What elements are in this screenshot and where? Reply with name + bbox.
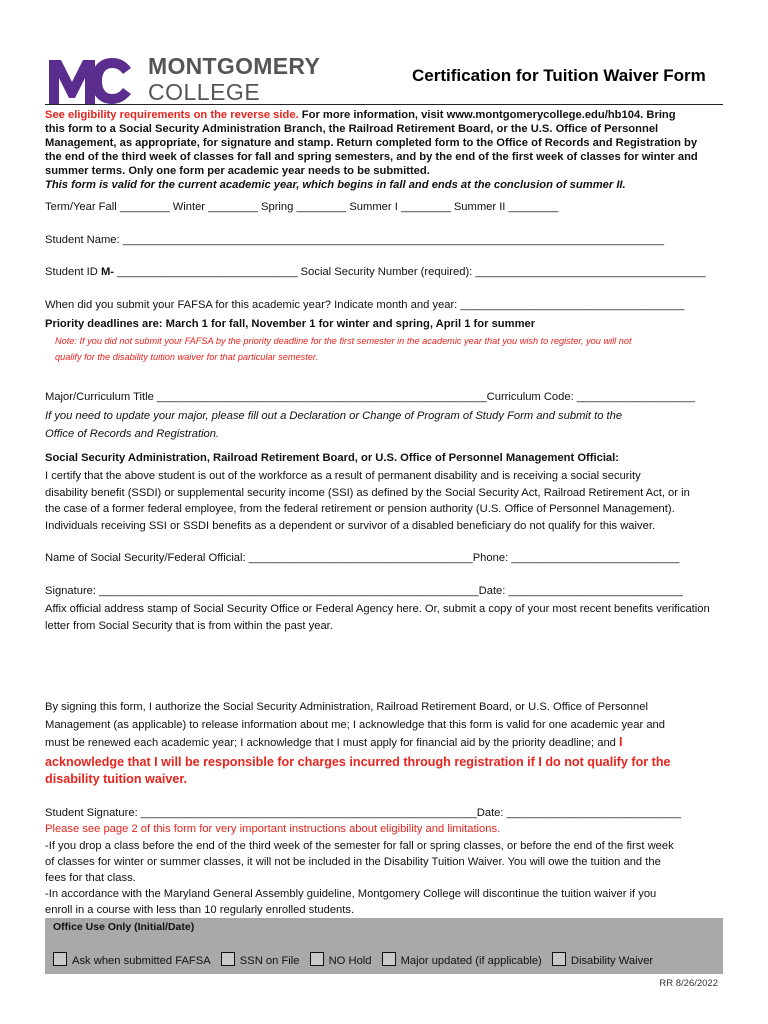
official-certification-text <box>45 468 690 534</box>
page2-red-note: Please see page 2 of this form for very important instructions about eligibility and limitations. <box>45 823 501 835</box>
auth-acknowledge-line: acknowledge that I will be responsible for charges incurred through registration if I do not qualify for the <box>45 754 671 769</box>
checkbox[interactable] <box>53 952 67 966</box>
note-line3: fees for that class. <box>45 872 136 884</box>
fafsa-note <box>55 333 632 365</box>
intro-line5: summer terms. Only one form per academic year needs to be submitted. <box>45 165 430 177</box>
major-note-line2: Office of Records and Registration. <box>45 428 220 440</box>
auth-line1: By signing this form, I authorize the Social Security Administration, Railroad Retirement Board, or U.S. Office of Personnel <box>45 701 648 713</box>
priority-deadlines: Priority deadlines are: March 1 for fall, November 1 for winter and spring, April 1 for summer <box>45 318 536 330</box>
intro-line6: This form is valid for the current academic year, which begins in fall and ends at the conclusion of summer II. <box>45 179 626 191</box>
college-name-line1: MONTGOMERY <box>148 53 321 79</box>
student-name-field[interactable]: Student Name: _______________________________________________________________________________________ <box>45 234 665 246</box>
student-id-label: Student ID <box>45 266 101 278</box>
auth-line3: must be renewed each academic year; I acknowledge that I must apply for financial aid by the priority deadline; and <box>45 737 619 749</box>
office-item-waiver[interactable] <box>552 955 653 967</box>
intro-paragraph <box>45 108 725 192</box>
office-item-fafsa[interactable] <box>53 955 211 967</box>
office-item-hold[interactable] <box>310 955 372 967</box>
auth-waiver-line: disability tuition waiver. <box>45 772 188 786</box>
note-line4: -In accordance with the Maryland General Assembly guideline, Montgomery College will discontinue the tuition waiver if you <box>45 888 657 900</box>
office-item-major[interactable] <box>382 955 542 967</box>
checkbox-label: Disability Waiver <box>570 955 654 967</box>
checkbox[interactable] <box>221 952 235 966</box>
fafsa-date-field[interactable]: When did you submit your FAFSA for this academic year? Indicate month and year: ____________________________________ <box>45 299 685 311</box>
office-item-ssn[interactable] <box>221 955 300 967</box>
authorization-text <box>45 699 671 789</box>
student-id-prefix: M- <box>100 266 115 278</box>
checkbox-label: SSN on File <box>239 955 300 967</box>
cert-line3: the case of a former federal employee, from the federal retirement or pension authority (U.S. Office of Personnel Management). <box>45 503 675 515</box>
major-note-line1: If you need to update your major, please fill out a Declaration or Change of Program of Study Form and submit to the <box>45 410 623 422</box>
term-year-field[interactable]: Term/Year Fall ________ Winter ________ Spring ________ Summer I ________ Summer II ________ <box>45 201 559 213</box>
checkbox-label: Ask when submitted FAFSA <box>72 955 211 967</box>
official-heading: Social Security Administration, Railroad Retirement Board, or U.S. Office of Personnel Management Official: <box>45 452 619 464</box>
major-note <box>45 407 622 443</box>
affix-stamp-note <box>45 601 710 634</box>
ssn-field[interactable]: _____________________________ Social Security Number (required): _____________________________________ <box>114 266 706 278</box>
office-checkbox-row <box>53 952 660 967</box>
note-line1: -If you drop a class before the end of the third week of the semester for fall or spring classes, or before the end of the first week <box>45 840 674 852</box>
fafsa-note-line1: Note: If you did not submit your FAFSA by the priority deadline for the first semester in the academic year that you wish to register, you will not <box>55 336 632 346</box>
college-name-line2: COLLEGE <box>148 79 261 105</box>
header-rule <box>45 104 723 105</box>
form-title: Certification for Tuition Waiver Form <box>412 66 706 85</box>
checkbox[interactable] <box>310 952 324 966</box>
drop-class-notes <box>45 838 674 918</box>
checkbox-label: NO Hold <box>328 955 372 967</box>
student-id-ssn-field[interactable] <box>45 266 706 278</box>
auth-line2: Management (as applicable) to release information about me; I acknowledge that this form is valid for one academic year and <box>45 718 665 731</box>
official-name-phone-field[interactable]: Name of Social Security/Federal Official: ____________________________________Phone: ___________________________ <box>45 552 680 564</box>
official-signature-date-field[interactable]: Signature: _____________________________________________________________Date: ____________________________ <box>45 585 683 597</box>
checkbox[interactable] <box>382 952 396 966</box>
office-use-heading: Office Use Only (Initial/Date) <box>53 921 195 933</box>
fafsa-note-line2: qualify for the disability tuition waiver for that particular semester. <box>55 352 319 362</box>
note-line5: enroll in a course with less than 10 regularly enrolled students. <box>45 904 355 916</box>
checkbox[interactable] <box>552 952 566 966</box>
cert-line1: I certify that the above student is out of the workforce as a result of permanent disability and is receiving a social security <box>45 470 641 482</box>
student-signature-date-field[interactable]: Student Signature: ______________________________________________________Date: ____________________________ <box>45 807 681 819</box>
intro-line1: For more information, visit www.montgomerycollege.edu/hb104. Bring <box>298 109 676 121</box>
affix-line2: letter from Social Security that is from within the past year. <box>45 619 333 632</box>
cert-line4: Individuals receiving SSI or SSDI benefits as a dependent or survivor of a disabled beneficiary do not qualify for this waiver. <box>45 519 656 532</box>
affix-line1: Affix official address stamp of Social Security Office or Federal Agency here. Or, submit a copy of your most recent benefits verification <box>45 603 710 615</box>
auth-line3-red: I <box>619 735 623 749</box>
revision-code: RR 8/26/2022 <box>659 978 718 989</box>
checkbox-label: Major updated (if applicable) <box>400 955 542 967</box>
intro-line3: Management, as appropriate, for signature and stamp. Return completed form to the Office of Records and Registration by <box>45 137 698 149</box>
note-line2: of classes for winter or summer classes, it will not be included in the Disability Tuition Waiver. You will owe the tuition and the <box>45 856 661 868</box>
intro-line2: this form to a Social Security Administration Branch, the Railroad Retirement Board, or the U.S. Office of Personnel <box>45 123 659 135</box>
montgomery-college-logo-mark <box>47 54 133 106</box>
intro-line4: the end of the third week of classes for fall and spring semesters, and by the end of the first week of classes for winter and <box>45 151 698 163</box>
eligibility-link-text: See eligibility requirements on the reverse side. <box>45 109 299 121</box>
major-curriculum-field[interactable]: Major/Curriculum Title _____________________________________________________Curriculum Code: ___________________ <box>45 391 696 403</box>
cert-line2: disability benefit (SSDI) or supplemental security income (SSI) as defined by the Social Security Act, Railroad Retirement Act, or in <box>45 486 690 499</box>
